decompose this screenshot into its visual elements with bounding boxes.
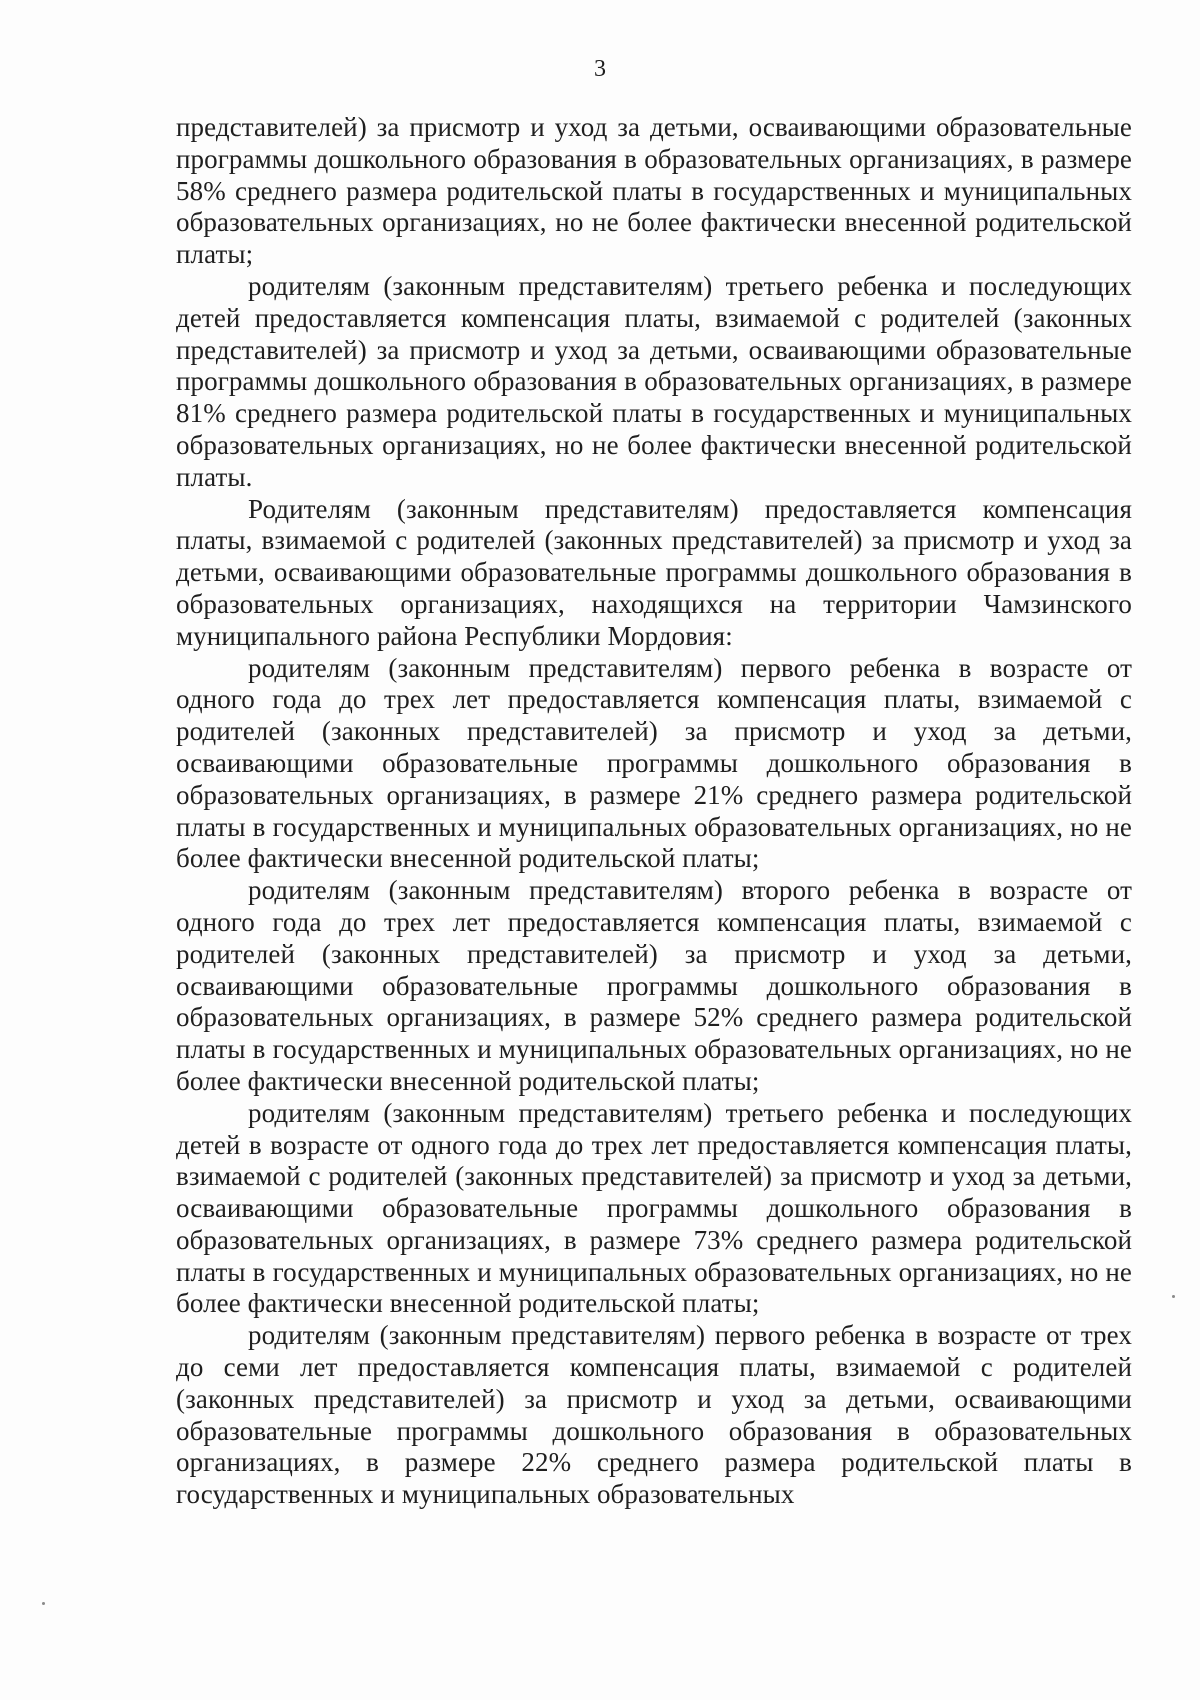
scan-speck: [42, 1602, 45, 1605]
paragraph-third-child-1-3-years: родителям (законным представителям) третьего ребенка и последующих детей в возрасте от одного года до трех лет предоставляется компенсация платы, взимаемой с родителей (законных представителей) за присмотр и уход за детьми, осваивающими образовательные программы дошкольного образования в образовательных организациях, в размере 73% среднего размера родительской платы в государственных и муниципальных образовательных организациях, но не более фактически внесенной родительской платы;: [176, 1097, 1132, 1319]
scan-speck: [1172, 1295, 1175, 1298]
document-body: [176, 112, 1132, 1511]
page-number: 3: [594, 56, 606, 82]
paragraph-continuation: представителей) за присмотр и уход за детьми, осваивающими образовательные программы дошкольного образования в образовательных организациях, в размере 58% среднего размера родительской платы в государственных и муниципальных образовательных организациях, но не более фактически внесенной родительской платы;: [176, 112, 1132, 270]
paragraph-third-child-compensation: родителям (законным представителям) третьего ребенка и последующих детей предоставляется компенсация платы, взимаемой с родителей (законных представителей) за присмотр и уход за детьми, осваивающими образовательные программы дошкольного образования в образовательных организациях, в размере 81% среднего размера родительской платы в государственных и муниципальных образовательных организациях, но не более фактически внесенной родительской платы.: [176, 270, 1132, 492]
paragraph-first-child-3-7-years: родителям (законным представителям) первого ребенка в возрасте от трех до семи лет предоставляется компенсация платы, взимаемой с родителей (законных представителей) за присмотр и уход за детьми, осваивающими образовательные программы дошкольного образования в образовательных организациях, в размере 22% среднего размера родительской платы в государственных и муниципальных образовательных: [176, 1320, 1132, 1510]
paragraph-chamzinsky-district-intro: Родителям (законным представителям) предоставляется компенсация платы, взимаемой с родителей (законных представителей) за присмотр и уход за детьми, осваивающими образовательные программы дошкольного образования в образовательных организациях, находящихся на территории Чамзинского муниципального района Республики Мордовия:: [176, 493, 1132, 651]
paragraph-first-child-1-3-years: родителям (законным представителям) первого ребенка в возрасте от одного года до трех лет предоставляется компенсация платы, взимаемой с родителей (законных представителей) за присмотр и уход за детьми, осваивающими образовательные программы дошкольного образования в образовательных организациях, в размере 21% среднего размера родительской платы в государственных и муниципальных образовательных организациях, но не более фактически внесенной родительской платы;: [176, 652, 1132, 874]
paragraph-second-child-1-3-years: родителям (законным представителям) второго ребенка в возрасте от одного года до трех лет предоставляется компенсация платы, взимаемой с родителей (законных представителей) за присмотр и уход за детьми, осваивающими образовательные программы дошкольного образования в образовательных организациях, в размере 52% среднего размера родительской платы в государственных и муниципальных образовательных организациях, но не более фактически внесенной родительской платы;: [176, 875, 1132, 1096]
